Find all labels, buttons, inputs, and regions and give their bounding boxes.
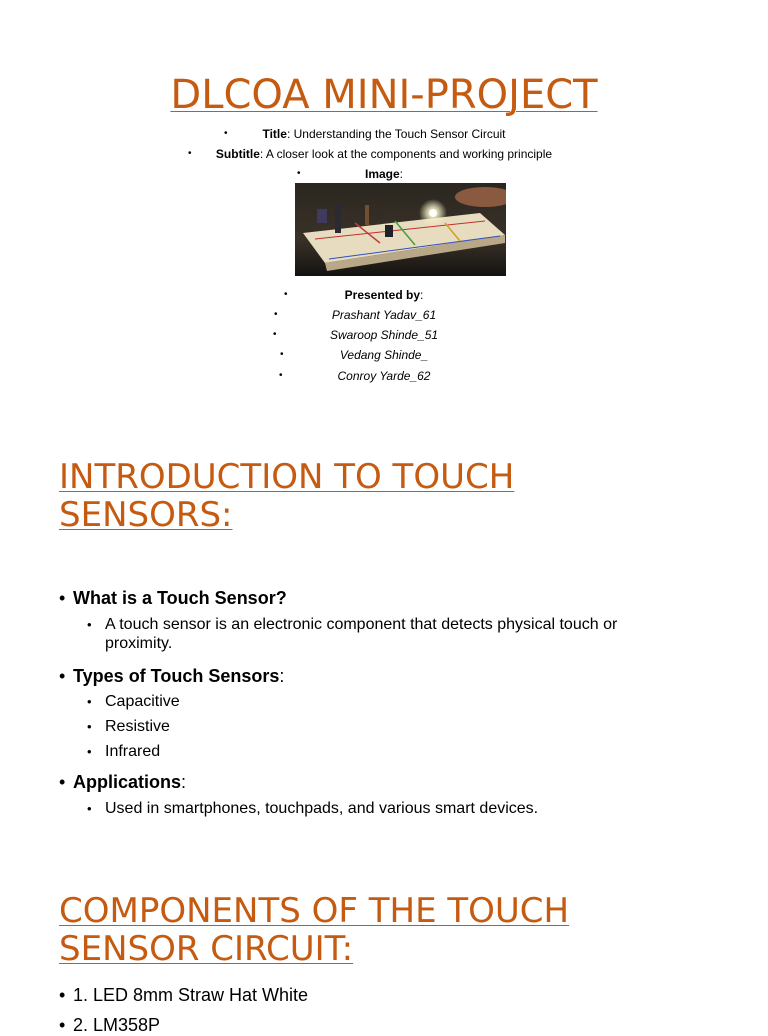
types-label: Types of Touch Sensors [73, 666, 280, 686]
type-item: Infrared [105, 743, 161, 760]
intro-heading [59, 458, 514, 534]
title-label: Title [262, 127, 287, 141]
bullet: • [87, 694, 92, 709]
bullet: • [59, 588, 66, 608]
member-item [0, 369, 768, 383]
bullet: • [284, 289, 288, 300]
component [365, 205, 369, 225]
bullet: • [87, 719, 92, 734]
components-heading-line2: SENSOR CIRCUIT: [59, 929, 354, 969]
component [317, 209, 327, 223]
types-colon: : [279, 666, 285, 686]
intro-heading-line1: INTRODUCTION TO TOUCH [59, 457, 515, 497]
bullet: • [87, 744, 92, 759]
components-heading-line1: COMPONENTS OF THE TOUCH [59, 891, 570, 931]
presented-line [0, 288, 768, 302]
member-name: Prashant Yadav_61 [331, 308, 437, 322]
intro-heading-line2: SENSORS: [59, 495, 233, 535]
question-text: What is a Touch Sensor? [73, 588, 287, 608]
type-item: Resistive [105, 718, 170, 735]
bullet: • [59, 985, 66, 1005]
type-item: Capacitive [105, 693, 180, 710]
component-item: 2. LM358P [73, 1015, 161, 1035]
list-item [59, 665, 284, 687]
bullet: • [279, 370, 283, 381]
bullet: • [87, 617, 92, 632]
bullet: • [188, 148, 192, 159]
presented-label: Presented by [344, 288, 421, 302]
list-item [87, 692, 707, 711]
list-item [87, 615, 707, 653]
components-heading [59, 892, 569, 968]
list-item [59, 984, 308, 1006]
bullet: • [59, 1015, 66, 1035]
applications-text: Used in smartphones, touchpads, and various smart devices. [105, 800, 539, 817]
list-item [87, 717, 707, 736]
member-name: Vedang Shinde_ [339, 348, 429, 362]
bullet: • [224, 128, 228, 139]
component-item: 1. LED 8mm Straw Hat White [73, 985, 309, 1005]
bullet: • [280, 349, 284, 360]
subtitle-line [0, 147, 768, 161]
breadboard-circuit-image [295, 183, 506, 276]
page-title: DLCOA MINI-PROJECT [170, 72, 598, 118]
led [429, 209, 437, 217]
list-item [87, 742, 707, 761]
list-item [59, 1014, 160, 1036]
bullet: • [273, 329, 277, 340]
member-item [0, 348, 768, 362]
image-colon: : [399, 167, 404, 181]
subtitle-label: Subtitle [215, 147, 260, 161]
member-name: Conroy Yarde_62 [337, 369, 431, 383]
member-name: Swaroop Shinde_51 [329, 328, 439, 342]
presented-colon: : [420, 288, 424, 302]
applications-colon: : [181, 772, 187, 792]
bullet: • [297, 168, 301, 179]
bullet: • [274, 309, 278, 320]
answer-text: A touch sensor is an electronic component that detects physical touch or proximity. [105, 616, 618, 652]
subtitle-value: : A closer look at the components and working principle [259, 147, 553, 161]
applications-label: Applications [73, 772, 182, 792]
chip [385, 225, 393, 237]
member-item [0, 308, 768, 322]
bullet: • [59, 666, 66, 686]
title-line [0, 127, 768, 141]
list-item [87, 799, 707, 818]
list-item [59, 587, 287, 609]
image-label: Image [364, 167, 400, 181]
bullet: • [87, 801, 92, 816]
component [335, 203, 341, 233]
title-value: : Understanding the Touch Sensor Circuit [286, 127, 506, 141]
image-line [0, 167, 768, 181]
list-item [59, 771, 186, 793]
member-item [0, 328, 768, 342]
bullet: • [59, 772, 66, 792]
